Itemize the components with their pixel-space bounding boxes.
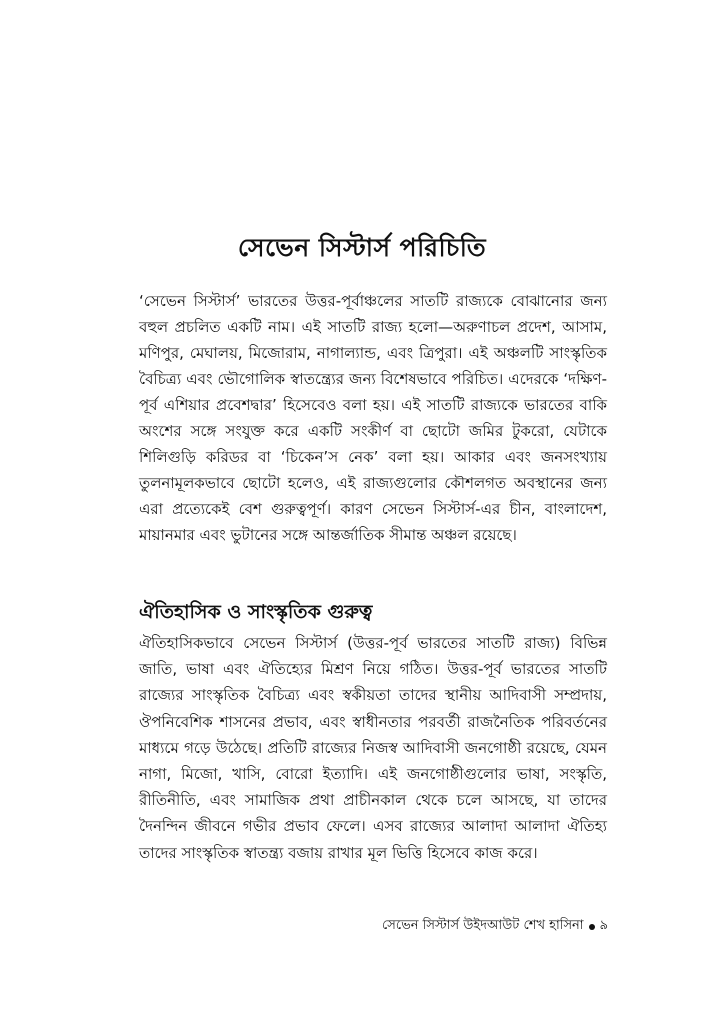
bullet-separator-icon <box>589 924 595 930</box>
running-title: সেভেন সিস্টার্স উইদআউট শেখ হাসিনা <box>382 918 584 933</box>
chapter-title: সেভেন সিস্টার্স পরিচিতি <box>237 233 487 262</box>
page-footer <box>382 916 608 937</box>
section-heading: ঐতিহাসিক ও সাংস্কৃতিক গুরুত্ব <box>139 601 373 623</box>
history-paragraph: ঐতিহাসিকভাবে সেভেন সিস্টার্স (উত্তর-পূর্ব ভারতের সাতটি রাজ্য) বিভিন্ন জাতি, ভাষা এবং ঐতিহ্যের মিশ্রণ নিয়ে গঠিত। উত্তর-পূর্ব ভারতের সাতটি রাজ্যের সাংস্কৃতিক বৈচিত্র্য এবং স্বকীয়তা তাদের স্থানীয় আদিবাসী সম্প্রদায়, ঔপনিবেশিক শাসনের প্রভাব, এবং স্বাধীনতার পরবর্তী রাজনৈতিক পরিবর্তনের মাধ্যমে গড়ে উঠেছে। প্রতিটি রাজ্যের নিজস্ব আদিবাসী জনগোষ্ঠী রয়েছে, যেমন নাগা, মিজো, খাসি, বোরো ইত্যাদি। এই জনগোষ্ঠীগুলোর ভাষা, সংস্কৃতি, রীতিনীতি, এবং সামাজিক প্রথা প্রাচীনকাল থেকে চলে আসছে, যা তাদের দৈনন্দিন জীবনে গভীর প্রভাব ফেলে। এসব রাজ্যের আলাদা আলাদা ঐতিহ্য তাদের সাংস্কৃতিক স্বাতন্ত্র্য বজায় রাখার মূল ভিত্তি হিসেবে কাজ করে। <box>139 634 607 862</box>
intro-paragraph: ‘সেভেন সিস্টার্স’ ভারতের উত্তর-পূর্বাঞ্চলের সাতটি রাজ্যকে বোঝানোর জন্য বহুল প্রচলিত একটি নাম। এই সাতটি রাজ্য হলো—অরুণাচল প্রদেশ, আসাম, মণিপুর, মেঘালয়, মিজোরাম, নাগাল্যান্ড, এবং ত্রিপুরা। এই অঞ্চলটি সাংস্কৃতিক বৈচিত্র্য এবং ভৌগোলিক স্বাতন্ত্র্যের জন্য বিশেষভাবে পরিচিত। এদেরকে ‘দক্ষিণ-পূর্ব এশিয়ার প্রবেশদ্বার’ হিসেবেও বলা হয়। এই সাতটি রাজ্যকে ভারতের বাকি অংশের সঙ্গে সংযুক্ত করে একটি সংকীর্ণ বা ছোটো জমির টুকরো, যেটাকে শিলিগুড়ি করিডর বা ‘চিকেন’স নেক’ বলা হয়। আকার এবং জনসংখ্যায় তুলনামূলকভাবে ছোটো হলেও, এই রাজ্যগুলোর কৌশলগত অবস্থানের জন্য এরা প্রত্যেকেই বেশ গুরুত্বপূর্ণ। কারণ সেভেন সিস্টার্স-এর চীন, বাংলাদেশ, মায়ানমার এবং ভুটানের সঙ্গে আন্তর্জাতিক সীমান্ত অঞ্চল রয়েছে। <box>139 292 607 544</box>
page-number: ৯ <box>599 918 608 933</box>
